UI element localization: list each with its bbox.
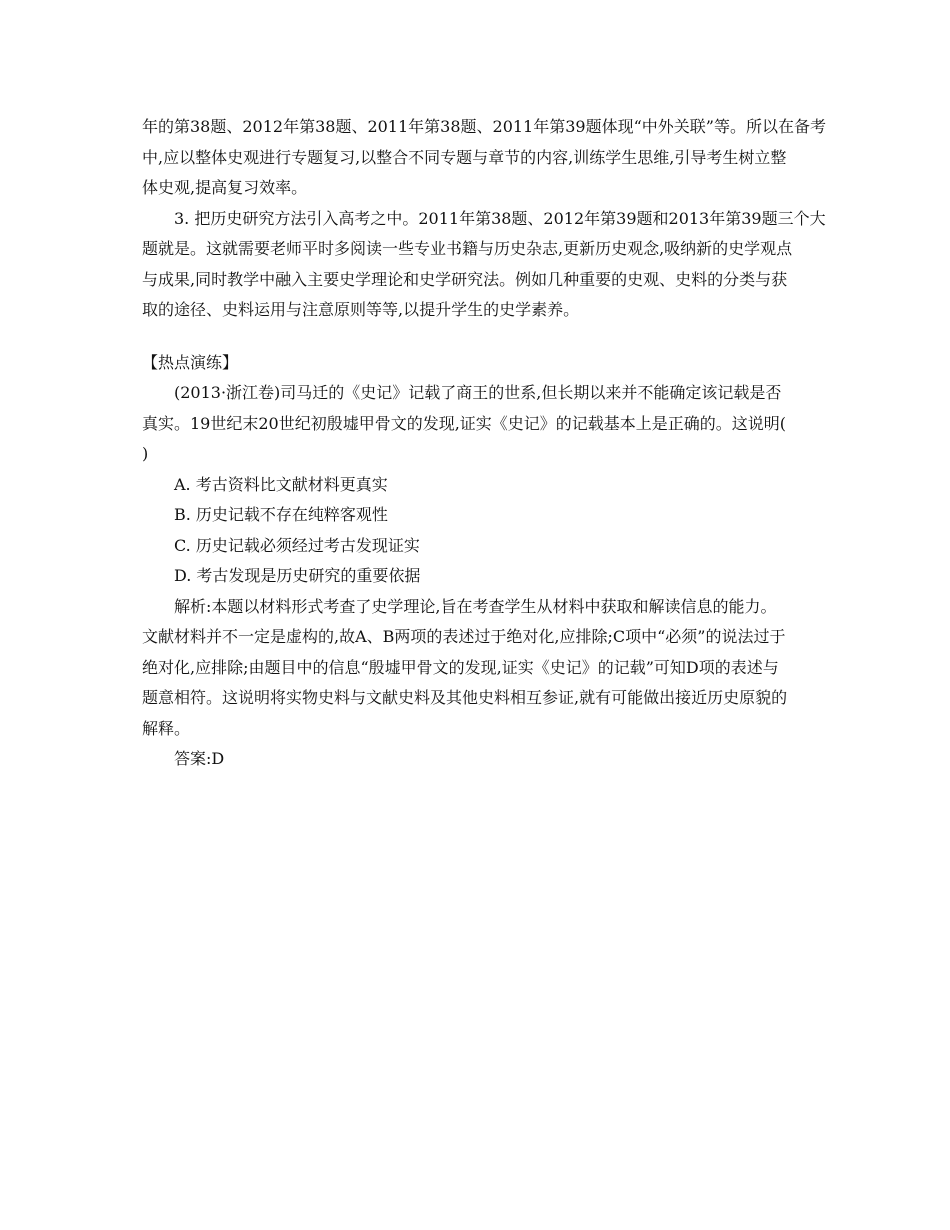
text-line: 文献材料并不一定是虚构的,故A、B两项的表述过于绝对化,应排除;C项中“必须”的说法过于	[142, 627, 786, 646]
text-line: 取的途径、史料运用与注意原则等等,以提升学生的史学素养。	[142, 300, 580, 319]
section-title: 【热点演练】	[142, 352, 239, 372]
analysis-paragraph	[142, 592, 814, 745]
text-line: 题意相符。这说明将实物史料与文献史料及其他史料相互参证,就有可能做出接近历史原貌的	[142, 688, 788, 707]
text-line: 解析:本题以材料形式考查了史学理论,旨在考查学生从材料中获取和解读信息的能力。	[174, 596, 777, 616]
intro-paragraph-1	[142, 112, 826, 204]
text-line: 绝对化,应排除;由题目中的信息“殷墟甲骨文的发现,证实《史记》的记载”可知D项的表述与	[142, 657, 779, 677]
option-c: C. 历史记载必须经过考古发现证实	[174, 535, 420, 555]
intro-paragraph-2	[142, 204, 826, 326]
text-line: 3. 把历史研究方法引入高考之中。2011年第38题、2012年第39题和2013年第39题三个大	[174, 208, 826, 228]
question-stem	[142, 378, 814, 470]
text-line: 中,应以整体史观进行专题复习,以整合不同专题与章节的内容,训练学生思维,引导考生树立整	[142, 147, 787, 167]
text-line: 真实。19世纪末20世纪初殷墟甲骨文的发现,证实《史记》的记载基本上是正确的。这说明(	[142, 413, 787, 433]
section-spacer	[142, 326, 814, 348]
text-line: )	[142, 444, 149, 463]
option-d: D. 考古发现是历史研究的重要依据	[174, 566, 421, 585]
text-line: 与成果,同时教学中融入主要史学理论和史学研究法。例如几种重要的史观、史料的分类与获	[142, 269, 788, 289]
text-line: 体史观,提高复习效率。	[142, 178, 308, 197]
text-line: (2013·浙江卷)司马迁的《史记》记载了商王的世系,但长期以来并不能确定该记载是否	[174, 383, 782, 402]
option-a: A. 考古资料比文献材料更真实	[174, 474, 388, 494]
option-b: B. 历史记载不存在纯粹客观性	[174, 505, 388, 524]
text-line: 题就是。这就需要老师平时多阅读一些专业书籍与历史杂志,更新历史观念,吸纳新的史学观点	[142, 239, 793, 258]
answer: 答案:D	[174, 749, 225, 768]
text-line: 年的第38题、2012年第38题、2011年第38题、2011年第39题体现“中外关联”等。所以在备考	[142, 117, 826, 136]
text-line: 解释。	[142, 718, 191, 738]
document-page	[142, 112, 826, 775]
